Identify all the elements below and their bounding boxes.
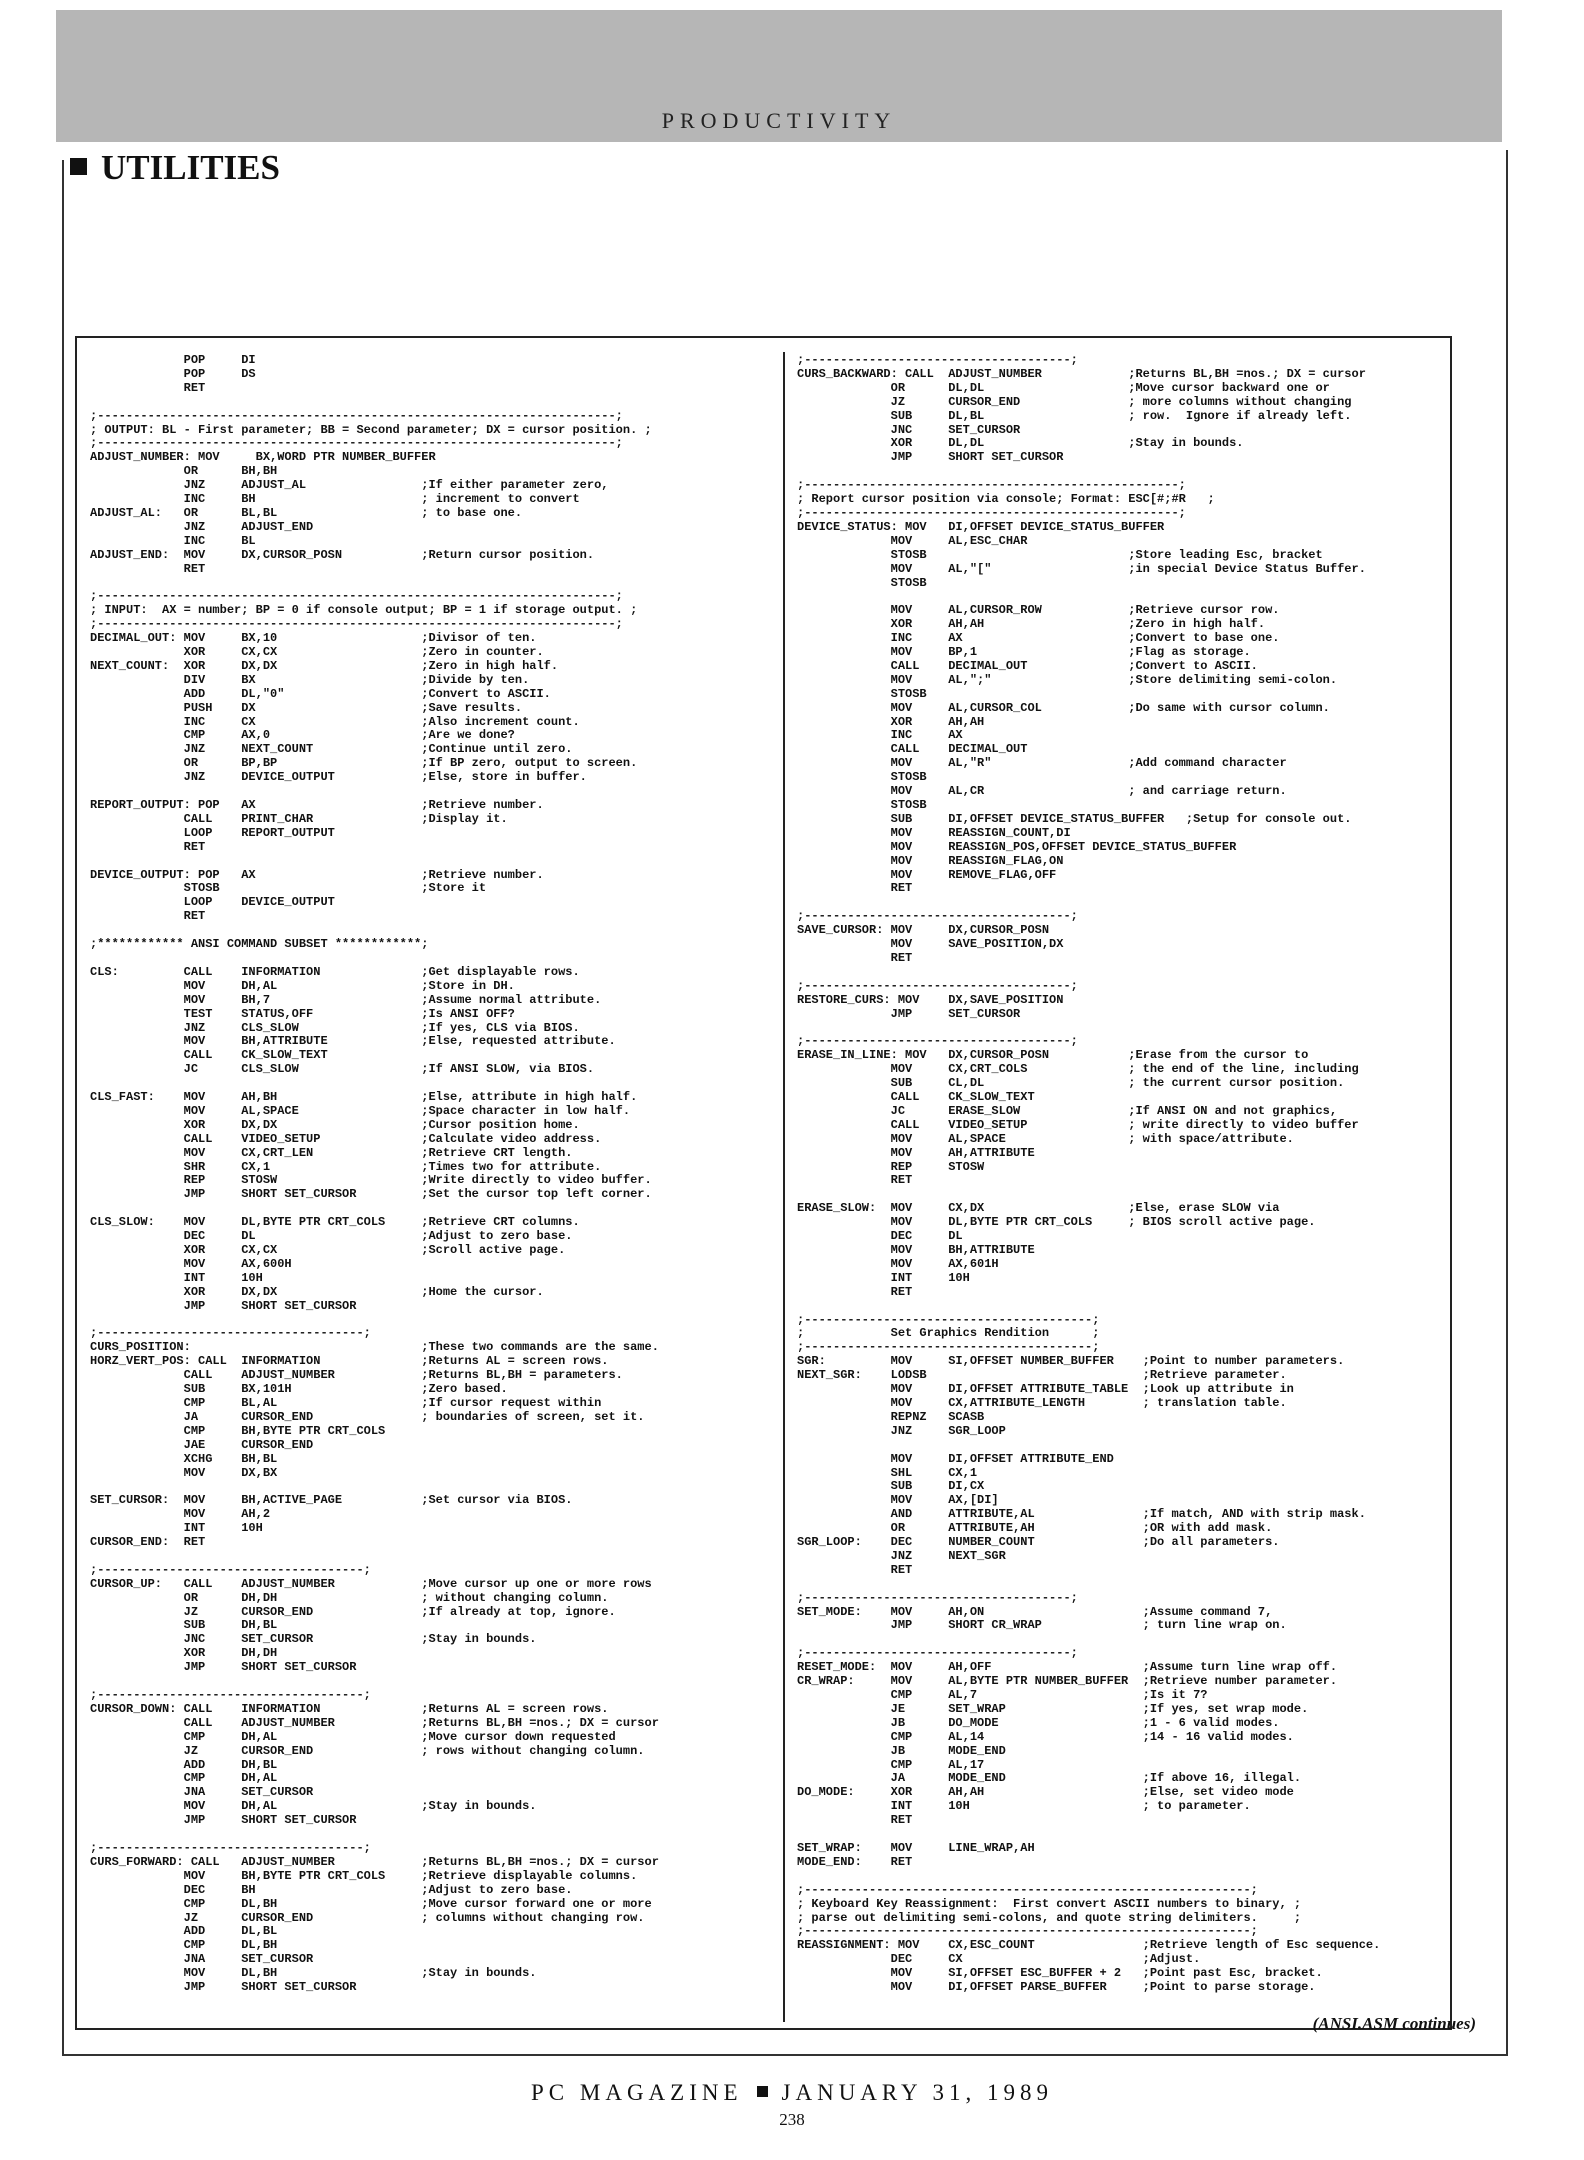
code-line: JNZ CLS_SLOW ;If yes, CLS via BIOS.: [90, 1020, 580, 1035]
code-line: ;-------------------------------------;: [797, 353, 1078, 367]
code-line: MOV DL,BYTE PTR CRT_COLS ; BIOS scroll active page.: [797, 1215, 1316, 1230]
code-line: MOV BH,ATTRIBUTE ;Else, requested attribute.: [90, 1034, 616, 1049]
code-line: INC BL: [90, 533, 256, 548]
code-line: ;----------------------------------------;: [797, 1312, 1100, 1327]
code-line: ERASE_IN_LINE: MOV DX,CURSOR_POSN ;Erase from the cursor to: [797, 1048, 1309, 1063]
code-line: POP DS: [90, 366, 256, 381]
code-line: ; parse out delimiting semi-colons, and quote string delimiters. ;: [797, 1910, 1302, 1925]
code-line: MOV AL,CR ; and carriage return.: [797, 784, 1287, 799]
code-line: CURSOR_DOWN: CALL INFORMATION ;Returns AL = screen rows.: [90, 1701, 609, 1716]
code-line: DEC DL: [797, 1229, 963, 1244]
issue-date: JANUARY 31, 1989: [781, 2080, 1053, 2105]
code-line: ; INPUT: AX = number; BP = 0 if console output; BP = 1 if storage output. ;: [90, 603, 638, 618]
code-line: ;-------------------------------------;: [797, 1646, 1078, 1661]
code-line: CALL CK_SLOW_TEXT: [797, 1090, 1035, 1105]
code-line: XOR CX,CX ;Zero in counter.: [90, 645, 544, 660]
code-line: INC AX: [797, 728, 963, 743]
code-line: MOV AL,SPACE ;Space character in low half.: [90, 1103, 631, 1118]
code-line: INC AX ;Convert to base one.: [797, 631, 1280, 646]
code-line: MOV CX,CRT_LEN ;Retrieve CRT length.: [90, 1145, 573, 1160]
code-line: ADD DH,BL: [90, 1757, 278, 1772]
code-line: LOOP REPORT_OUTPUT: [90, 825, 335, 840]
code-line: JC CLS_SLOW ;If ANSI SLOW, via BIOS.: [90, 1062, 595, 1077]
code-line: JNC SET_CURSOR: [797, 422, 1021, 437]
code-line: REPORT_OUTPUT: POP AX ;Retrieve number.: [90, 798, 544, 812]
code-line: ;-------------------------------------;: [90, 1688, 371, 1702]
code-line: JNZ NEXT_SGR: [797, 1548, 1006, 1563]
code-line: MOV AL,CURSOR_ROW ;Retrieve cursor row.: [797, 603, 1280, 618]
code-line: CALL ADJUST_NUMBER ;Returns BL,BH =nos.; DX = cursor: [90, 1715, 659, 1730]
code-line: CALL CK_SLOW_TEXT: [90, 1048, 328, 1063]
code-line: JZ CURSOR_END ; rows without changing column.: [90, 1743, 645, 1758]
code-line: JNZ DEVICE_OUTPUT ;Else, store in buffer.: [90, 770, 587, 785]
code-line: CLS: CALL INFORMATION ;Get displayable rows.: [90, 964, 580, 979]
code-line: ;-------------------------------------;: [797, 909, 1078, 924]
code-line: RET: [90, 380, 206, 395]
code-line: AND ATTRIBUTE,AL ;If match, AND with strip mask.: [797, 1507, 1366, 1522]
code-line: DEC CX ;Adjust.: [797, 1952, 1201, 1967]
code-line: MODE_END: RET: [797, 1854, 913, 1869]
code-line: MOV DX,BX: [90, 1465, 278, 1480]
code-line: ;--------------------------------------------------------------;: [797, 1924, 1258, 1939]
code-line: SUB DL,BL ; row. Ignore if already left.: [797, 408, 1352, 423]
code-line: MOV SAVE_POSITION,DX: [797, 937, 1064, 952]
code-line: TEST STATUS,OFF ;Is ANSI OFF?: [90, 1006, 515, 1021]
code-line: JNC SET_CURSOR ;Stay in bounds.: [90, 1632, 537, 1647]
code-line: RET: [797, 1173, 913, 1188]
code-listing-right-column: [797, 354, 1380, 1995]
code-line: MOV BH,ATTRIBUTE: [797, 1243, 1035, 1257]
code-line: DIV BX ;Divide by ten.: [90, 672, 530, 687]
code-line: JNZ NEXT_COUNT ;Continue until zero.: [90, 742, 573, 757]
code-line: MOV BP,1 ;Flag as storage.: [797, 645, 1251, 660]
code-line: MOV CX,ATTRIBUTE_LENGTH ; translation table.: [797, 1395, 1287, 1410]
code-line: MOV BH,7 ;Assume normal attribute.: [90, 992, 602, 1007]
code-line: RET: [797, 1562, 913, 1577]
code-line: JNZ ADJUST_AL ;If either parameter zero,: [90, 478, 609, 493]
page-border-left: [62, 160, 64, 2055]
code-line: XOR AH,AH ;Zero in high half.: [797, 617, 1266, 632]
code-line: CMP DL,BH ;Move cursor forward one or more: [90, 1896, 652, 1911]
code-line: CMP AL,7 ;Is it 7?: [797, 1688, 1208, 1702]
code-line: STOSB: [797, 575, 927, 590]
code-line: ADJUST_END: MOV DX,CURSOR_POSN ;Return cursor position.: [90, 547, 595, 562]
code-line: CURS_POSITION: ;These two commands are the same.: [90, 1340, 659, 1355]
code-line: MOV REASSIGN_COUNT,DI: [797, 825, 1071, 840]
code-line: ADD DL,BL: [90, 1924, 278, 1939]
code-line: RET: [797, 950, 913, 965]
code-line: MOV AL,CURSOR_COL ;Do same with cursor column.: [797, 700, 1330, 715]
code-line: JAE CURSOR_END: [90, 1437, 314, 1452]
code-line: ;----------------------------------------;: [797, 1340, 1100, 1355]
code-line: JNA SET_CURSOR: [90, 1952, 314, 1967]
code-line: MOV DL,BH ;Stay in bounds.: [90, 1966, 537, 1981]
code-line: JMP SHORT SET_CURSOR: [90, 1813, 357, 1828]
page-number: 238: [779, 2110, 805, 2129]
code-line: ;------------------------------------------------------------------------;: [90, 589, 623, 604]
code-line: HORZ_VERT_POS: CALL INFORMATION ;Returns AL = screen rows.: [90, 1354, 609, 1369]
code-line: MOV AL,SPACE ; with space/attribute.: [797, 1131, 1294, 1146]
code-line: JNZ ADJUST_END: [90, 519, 314, 534]
code-line: JMP SHORT SET_CURSOR ;Set the cursor top left corner.: [90, 1187, 652, 1202]
code-line: MOV DH,AL ;Stay in bounds.: [90, 1799, 537, 1814]
code-line: ADJUST_NUMBER: MOV BX,WORD PTR NUMBER_BUFFER: [90, 450, 436, 465]
code-line: STOSB: [797, 798, 927, 812]
code-line: ; Keyboard Key Reassignment: First convert ASCII numbers to binary, ;: [797, 1896, 1302, 1911]
code-line: MOV AL,";" ;Store delimiting semi-colon.: [797, 672, 1338, 687]
code-line: SET_MODE: MOV AH,ON ;Assume command 7,: [797, 1604, 1273, 1619]
code-line: REP STOSW ;Write directly to video buffer.: [90, 1173, 652, 1188]
code-line: OR DH,DH ; without changing column.: [90, 1590, 609, 1605]
code-line: XOR AH,AH: [797, 714, 985, 729]
code-line: ;-------------------------------------;: [797, 1034, 1078, 1049]
code-line: DEC DL ;Adjust to zero base.: [90, 1229, 573, 1244]
page-title-text: UTILITIES: [101, 148, 280, 187]
code-line: INT 10H ; to parameter.: [797, 1799, 1251, 1814]
code-line: ;------------------------------------------------------------------------;: [90, 436, 623, 451]
code-line: JMP SHORT SET_CURSOR: [90, 1980, 357, 1995]
code-listing-left-column: [90, 354, 659, 1995]
code-line: ; Set Graphics Rendition ;: [797, 1326, 1100, 1341]
code-line: OR ATTRIBUTE,AH ;OR with add mask.: [797, 1521, 1273, 1536]
code-line: MOV AX,601H: [797, 1256, 999, 1271]
code-line: RET: [797, 881, 913, 896]
code-line: JA MODE_END ;If above 16, illegal.: [797, 1771, 1302, 1786]
code-line: JZ CURSOR_END ;If already at top, ignore.: [90, 1604, 616, 1619]
code-line: SET_CURSOR: MOV BH,ACTIVE_PAGE ;Set cursor via BIOS.: [90, 1493, 573, 1508]
code-line: CURS_BACKWARD: CALL ADJUST_NUMBER ;Returns BL,BH =nos.; DX = cursor: [797, 366, 1366, 381]
code-line: JNZ SGR_LOOP: [797, 1423, 1006, 1438]
code-line: STOSB ;Store it: [90, 881, 487, 896]
code-line: ERASE_SLOW: MOV CX,DX ;Else, erase SLOW via: [797, 1201, 1280, 1216]
code-line: XOR DX,DX ;Cursor position home.: [90, 1117, 580, 1132]
code-line: XOR DX,DX ;Home the cursor.: [90, 1284, 544, 1299]
code-line: CMP AL,14 ;14 - 16 valid modes.: [797, 1729, 1294, 1744]
code-line: NEXT_COUNT: XOR DX,DX ;Zero in high half.: [90, 658, 559, 673]
code-line: ;-------------------------------------;: [797, 1590, 1078, 1605]
page-title: [70, 148, 280, 188]
code-line: INC CX ;Also increment count.: [90, 714, 580, 729]
column-divider: [783, 352, 785, 2022]
code-line: CURSOR_UP: CALL ADJUST_NUMBER ;Move cursor up one or more rows: [90, 1576, 652, 1591]
code-line: CLS_FAST: MOV AH,BH ;Else, attribute in high half.: [90, 1090, 638, 1105]
code-line: SET_WRAP: MOV LINE_WRAP,AH: [797, 1840, 1035, 1855]
code-line: JZ CURSOR_END ; more columns without changing: [797, 394, 1352, 409]
code-line: JZ CURSOR_END ; columns without changing row.: [90, 1910, 645, 1925]
code-line: MOV AX,[DI]: [797, 1493, 999, 1508]
code-line: CMP BH,BYTE PTR CRT_COLS: [90, 1423, 386, 1438]
code-line: ;-------------------------------------;: [797, 978, 1078, 993]
code-line: MOV AL,"[" ;in special Device Status Buffer.: [797, 561, 1366, 576]
code-line: CMP AL,17: [797, 1757, 985, 1772]
code-line: ;------------------------------------------------------------------------;: [90, 617, 623, 632]
code-line: SHL CX,1: [797, 1465, 978, 1480]
footer-line: [0, 2080, 1584, 2106]
code-line: ;************ ANSI COMMAND SUBSET ************;: [90, 937, 429, 952]
code-line: MOV CX,CRT_COLS ; the end of the line, including: [797, 1062, 1359, 1077]
code-line: RESET_MODE: MOV AH,OFF ;Assume turn line wrap off.: [797, 1660, 1338, 1675]
code-line: STOSB: [797, 686, 927, 701]
code-line: MOV REMOVE_FLAG,OFF: [797, 867, 1057, 882]
code-line: INT 10H: [90, 1521, 263, 1536]
code-line: REP STOSW: [797, 1159, 985, 1174]
code-line: CR_WRAP: MOV AL,BYTE PTR NUMBER_BUFFER ;Retrieve number parameter.: [797, 1674, 1338, 1689]
code-line: CALL VIDEO_SETUP ; write directly to video buffer: [797, 1117, 1359, 1132]
header-banner: [56, 10, 1502, 142]
code-line: MOV DI,OFFSET PARSE_BUFFER ;Point to parse storage.: [797, 1980, 1316, 1995]
code-line: RET: [90, 561, 206, 576]
code-line: SUB BX,101H ;Zero based.: [90, 1382, 508, 1397]
code-line: INT 10H: [797, 1270, 970, 1285]
code-line: ;-------------------------------------;: [90, 1562, 371, 1577]
code-line: XOR DL,DL ;Stay in bounds.: [797, 436, 1244, 451]
code-line: SUB CL,DL ; the current cursor position.: [797, 1076, 1345, 1091]
code-line: NEXT_SGR: LODSB ;Retrieve parameter.: [797, 1368, 1287, 1383]
code-line: SGR_LOOP: DEC NUMBER_COUNT ;Do all parameters.: [797, 1535, 1280, 1550]
code-line: JMP SHORT CR_WRAP ; turn line wrap on.: [797, 1618, 1287, 1633]
code-line: CALL DECIMAL_OUT ;Convert to ASCII.: [797, 658, 1258, 673]
code-line: ;----------------------------------------------------;: [797, 478, 1186, 493]
code-line: MOV AL,ESC_CHAR: [797, 533, 1028, 548]
code-line: CALL PRINT_CHAR ;Display it.: [90, 811, 508, 826]
code-line: SUB DI,CX: [797, 1479, 985, 1494]
code-line: ;----------------------------------------------------;: [797, 505, 1186, 520]
code-line: MOV AX,600H: [90, 1256, 292, 1271]
code-line: SAVE_CURSOR: MOV DX,CURSOR_POSN: [797, 923, 1050, 938]
code-line: CALL VIDEO_SETUP ;Calculate video address.: [90, 1131, 602, 1146]
code-line: CURSOR_END: RET: [90, 1535, 206, 1550]
code-line: SUB DI,OFFSET DEVICE_STATUS_BUFFER ;Setup for console out.: [797, 811, 1352, 826]
code-line: JMP SHORT SET_CURSOR: [90, 1660, 357, 1675]
code-line: JMP SHORT SET_CURSOR: [90, 1298, 357, 1313]
code-line: ;-------------------------------------;: [90, 1326, 371, 1341]
code-line: SUB DH,BL: [90, 1618, 278, 1633]
code-line: INT 10H: [90, 1270, 263, 1285]
code-line: MOV DI,OFFSET ATTRIBUTE_TABLE ;Look up attribute in: [797, 1382, 1294, 1397]
square-bullet-icon: [70, 158, 87, 175]
section-label: PRODUCTIVITY: [661, 108, 897, 133]
code-line: ; Report cursor position via console; Format: ESC[#;#R ;: [797, 492, 1215, 507]
code-line: SHR CX,1 ;Times two for attribute.: [90, 1159, 602, 1174]
code-line: STOSB: [797, 770, 927, 785]
code-line: CURS_FORWARD: CALL ADJUST_NUMBER ;Returns BL,BH =nos.; DX = cursor: [90, 1854, 659, 1869]
code-line: OR BH,BH: [90, 464, 278, 479]
page-border-right: [1506, 150, 1508, 2055]
code-line: RET: [90, 909, 206, 924]
code-line: JMP SET_CURSOR: [797, 1006, 1021, 1021]
code-line: MOV AL,"R" ;Add command character: [797, 756, 1287, 771]
code-line: REASSIGNMENT: MOV CX,ESC_COUNT ;Retrieve length of Esc sequence.: [797, 1938, 1381, 1953]
continuation-note: (ANSI.ASM continues): [1312, 2014, 1476, 2033]
code-line: MOV AH,2: [90, 1507, 271, 1522]
code-line: POP DI: [90, 353, 256, 367]
code-line: CMP DH,AL: [90, 1771, 278, 1786]
code-line: JB MODE_END: [797, 1743, 1006, 1758]
code-line: XOR DH,DH: [90, 1646, 278, 1661]
code-line: ADD DL,"0" ;Convert to ASCII.: [90, 686, 551, 701]
code-line: XCHG BH,BL: [90, 1451, 278, 1466]
code-line: INC BH ; increment to convert: [90, 492, 580, 507]
code-line: DO_MODE: XOR AH,AH ;Else, set video mode: [797, 1785, 1294, 1800]
code-line: DEVICE_STATUS: MOV DI,OFFSET DEVICE_STATUS_BUFFER: [797, 519, 1165, 534]
code-line: MOV REASSIGN_POS,OFFSET DEVICE_STATUS_BUFFER: [797, 839, 1237, 854]
code-line: DECIMAL_OUT: MOV BX,10 ;Divisor of ten.: [90, 631, 537, 646]
code-line: MOV SI,OFFSET ESC_BUFFER + 2 ;Point past Esc, bracket.: [797, 1966, 1323, 1981]
code-line: ;--------------------------------------------------------------;: [797, 1882, 1258, 1897]
code-line: RESTORE_CURS: MOV DX,SAVE_POSITION: [797, 992, 1064, 1007]
code-line: JA CURSOR_END ; boundaries of screen, set it.: [90, 1409, 645, 1424]
code-line: STOSB ;Store leading Esc, bracket: [797, 547, 1323, 562]
code-line: ;-------------------------------------;: [90, 1840, 371, 1855]
code-line: ;------------------------------------------------------------------------;: [90, 408, 623, 423]
code-line: JE SET_WRAP ;If yes, set wrap mode.: [797, 1701, 1309, 1716]
code-line: JC ERASE_SLOW ;If ANSI ON and not graphics,: [797, 1103, 1338, 1118]
code-line: CALL ADJUST_NUMBER ;Returns BL,BH = parameters.: [90, 1368, 623, 1383]
code-line: RET: [90, 839, 206, 854]
code-line: DEC BH ;Adjust to zero base.: [90, 1882, 573, 1897]
code-line: CMP DH,AL ;Move cursor down requested: [90, 1729, 616, 1744]
code-line: RET: [797, 1813, 913, 1828]
code-line: DEVICE_OUTPUT: POP AX ;Retrieve number.: [90, 867, 544, 882]
code-line: MOV DH,AL ;Store in DH.: [90, 978, 515, 993]
code-line: SGR: MOV SI,OFFSET NUMBER_BUFFER ;Point to number parameters.: [797, 1354, 1345, 1369]
code-line: OR BP,BP ;If BP zero, output to screen.: [90, 756, 638, 771]
code-line: CMP AX,0 ;Are we done?: [90, 728, 515, 743]
code-line: CMP BL,AL ;If cursor request within: [90, 1395, 602, 1410]
page-border-bottom: [62, 2054, 1508, 2056]
code-line: JNA SET_CURSOR: [90, 1785, 314, 1800]
code-line: MOV AH,ATTRIBUTE: [797, 1145, 1035, 1160]
magazine-name: PC MAGAZINE: [531, 2080, 743, 2105]
code-line: XOR CX,CX ;Scroll active page.: [90, 1243, 566, 1257]
code-line: ; OUTPUT: BL - First parameter; BB = Second parameter; DX = cursor position. ;: [90, 422, 652, 437]
code-line: CLS_SLOW: MOV DL,BYTE PTR CRT_COLS ;Retrieve CRT columns.: [90, 1215, 580, 1230]
code-line: RET: [797, 1284, 913, 1299]
code-line: MOV DI,OFFSET ATTRIBUTE_END: [797, 1451, 1114, 1466]
code-line: OR DL,DL ;Move cursor backward one or: [797, 380, 1330, 395]
code-line: PUSH DX ;Save results.: [90, 700, 523, 715]
code-line: JMP SHORT SET_CURSOR: [797, 450, 1064, 465]
code-line: CALL DECIMAL_OUT: [797, 742, 1028, 757]
code-line: ADJUST_AL: OR BL,BL ; to base one.: [90, 505, 523, 520]
code-line: MOV REASSIGN_FLAG,ON: [797, 853, 1064, 868]
code-line: CMP DL,BH: [90, 1938, 278, 1953]
code-line: JB DO_MODE ;1 - 6 valid modes.: [797, 1715, 1280, 1730]
code-line: MOV BH,BYTE PTR CRT_COLS ;Retrieve displayable columns.: [90, 1868, 638, 1883]
square-bullet-icon: [757, 2086, 768, 2097]
code-line: REPNZ SCASB: [797, 1409, 985, 1424]
code-line: LOOP DEVICE_OUTPUT: [90, 895, 335, 910]
